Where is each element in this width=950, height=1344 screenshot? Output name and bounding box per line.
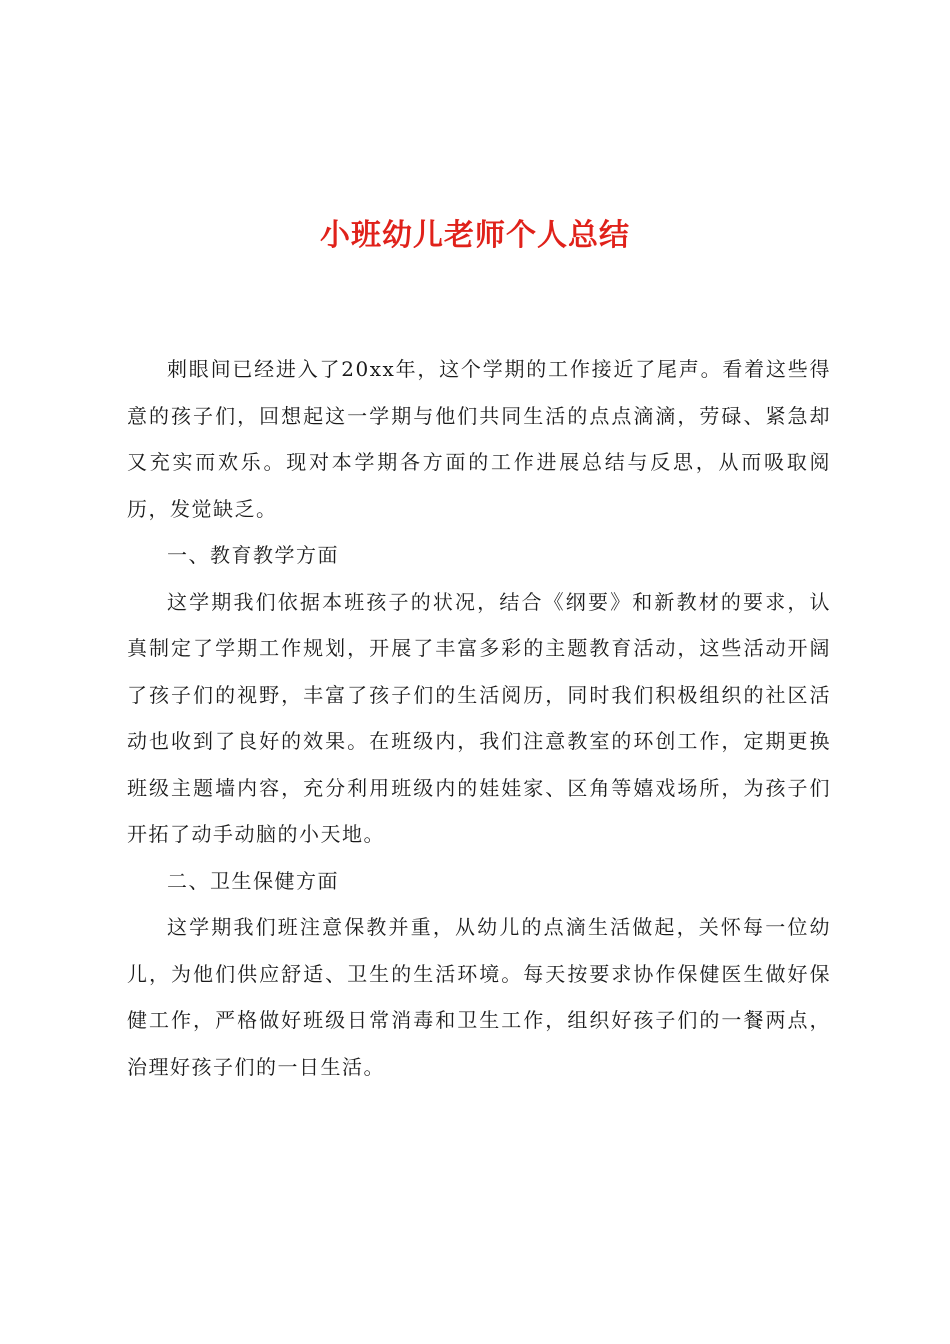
paragraph-teaching: 这学期我们依据本班孩子的状况，结合《纲要》和新教材的要求，认真制定了学期工作规划，开展了丰富多彩的主题教育活动，这些活动开阔了孩子们的视野，丰富了孩子们的生活阅历，同时我们积极组织的社区活动也收到了良好的效果。在班级内，我们注意教室的环创工作，定期更换班级主题墙内容，充分利用班级内的娃娃家、区角等嬉戏场所，为孩子们开拓了动手动脑的小天地。 bbox=[127, 589, 831, 846]
section-heading-health: 二、卫生保健方面 bbox=[167, 868, 339, 893]
section-heading-teaching: 一、教育教学方面 bbox=[167, 543, 339, 567]
paragraph-health: 这学期我们班注意保教并重，从幼儿的点滴生活做起，关怀每一位幼儿，为他们供应舒适、卫生的生活环境。每天按要求协作保健医生做好保健工作，严格做好班级日常消毒和卫生工作，组织好孩子们的一餐两点，治理好孩子们的一日生活。 bbox=[127, 915, 831, 1079]
paragraph-intro: 刺眼间已经进入了20xx年，这个学期的工作接近了尾声。看着这些得意的孩子们，回想起这一学期与他们共同生活的点点滴滴，劳碌、紧急却又充实而欢乐。现对本学期各方面的工作进展总结与反思，从而吸取阅历，发觉缺乏。 bbox=[127, 357, 831, 521]
document-title: 小班幼儿老师个人总结 bbox=[320, 218, 630, 253]
document-body bbox=[127, 346, 831, 1090]
